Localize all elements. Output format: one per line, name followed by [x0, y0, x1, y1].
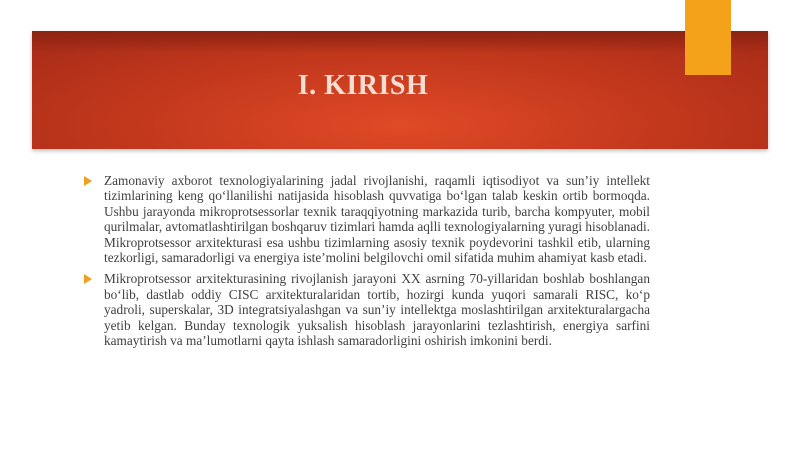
slide-title: I. KIRISH [297, 70, 429, 101]
paragraph-text: Mikroprotsessor arxitekturasining rivojlanish jarayoni XX asrning 70-yillaridan boshlab boshlangan bo‘lib, dastlab oddiy CISC arxitekturalaridan tortib, hozirgi kunda yuqori samarali RISC, ko‘p yadroli, superskalar, 3D integratsiyalashgan va sun’iy intellektga moslashtirilgan arxitekturalargacha yetib kelgan. Bunday texnologik yuksalish hisoblash jarayonlarini tezlashtirish, energiya sarfini kamaytirish va ma’lumotlarni qayta ishlash samaradorligini oshirish imkonini berdi. [104, 271, 650, 349]
paragraph-text: Zamonaviy axborot texnologiyalarining jadal rivojlanishi, raqamli iqtisodiyot va sun’iy intellekt tizimlarining keng qo‘llanilishi natijasida hisoblash quvvatiga bo‘lgan talab keskin ortib bormoqda. Ushbu jarayonda mikroprotsessorlar texnik taraqqiyotning markazida turib, barcha kompyuter, mobil qurilmalar, avtomatlashtirilgan boshqaruv tizimlari hamda aqlli texnologiyalarning yuragi hisoblanadi. Mikroprotsessor arxitekturasi esa ushbu tizimlarning asosiy texnik poydevorini tashkil etib, ularning tezkorligi, samaradorligi va energiya iste’molini belgilovchi omil sifatida muhim ahamiyat kasb etadi. [104, 173, 650, 266]
triangle-bullet-icon [84, 274, 92, 284]
triangle-bullet-icon [84, 176, 92, 186]
bullet-paragraph [84, 271, 650, 348]
accent-tab [685, 0, 731, 75]
slide-body [84, 173, 650, 354]
bullet-paragraph [84, 173, 650, 265]
